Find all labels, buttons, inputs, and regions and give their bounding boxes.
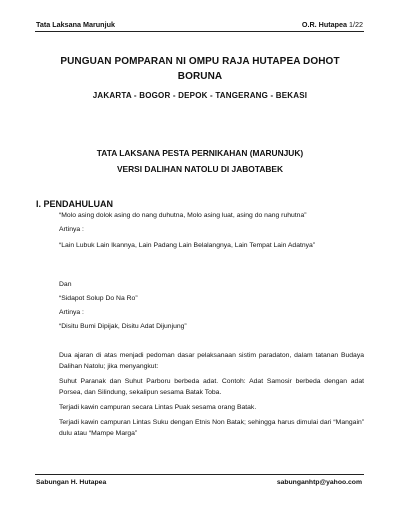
footer-email: sabunganhtp@yahoo.com [276,479,362,486]
title-line-2: BORUNA [177,71,223,82]
page-number: 1/22 [349,20,363,29]
title-locations: JAKARTA - BOGOR - DEPOK - TANGERANG - BEKASI [92,91,308,100]
paragraph-translation-1: “Lain Lubuk Lain Ikannya, Lain Padang Lain Belalangnya, Lain Tempat Lain Adatnya” [59,242,316,249]
document-title [30,54,370,84]
header-right [302,20,363,29]
subtitle-line-1: TATA LAKSANA PESTA PERNIKAHAN (MARUNJUK) [96,148,304,158]
footer-rule [35,474,364,475]
paragraph-intro: Dua ajaran di atas menjadi pedoman dasar pelaksanaan sistim paradaton, dalam tatanan Budaya Dalihan Natolu; jika menyangkut: [59,352,364,370]
header-author: O.R. Hutapea [301,20,347,29]
header-rule [35,31,364,32]
section-heading: I. PENDAHULUAN [36,199,114,209]
subtitle-line-2: VERSI DALIHAN NATOLU DI JABOTABEK [116,164,284,174]
header-left: Tata Laksana Marunjuk [36,20,115,29]
footer-author: Sabungan H. Hutapea [36,479,107,486]
paragraph-dan: Dan [59,281,72,288]
paragraph-case-1: Suhut Paranak dan Suhut Parboru berbeda adat. Contoh: Adat Samosir berbeda dengan adat Porsea, dan Silindung, sekalipun sesama Batak Toba. [59,378,364,396]
paragraph-case-3: Terjadi kawin campuran Lintas Suku dengan Etnis Non Batak; sehingga harus dimulai dari “Mangain” dulu atau “Mampe Marga” [59,419,364,437]
paragraph-case-2: Terjadi kawin campuran secara Lintas Puak sesama orang Batak. [59,404,257,411]
paragraph-artinya-1: Artinya : [59,226,84,233]
title-line-1: PUNGUAN POMPARAN NI OMPU RAJA HUTAPEA DOHOT [60,56,340,67]
paragraph-quote-1: “Molo asing dolok asing do nang duhutna, Molo asing luat, asing do nang ruhutna” [59,212,307,219]
paragraph-artinya-2: Artinya : [59,309,84,316]
paragraph-translation-2: “Disitu Bumi Dipijak, Disitu Adat Dijunjung” [59,323,187,330]
paragraph-quote-2: “Sidapot Solup Do Na Ro” [59,295,138,302]
